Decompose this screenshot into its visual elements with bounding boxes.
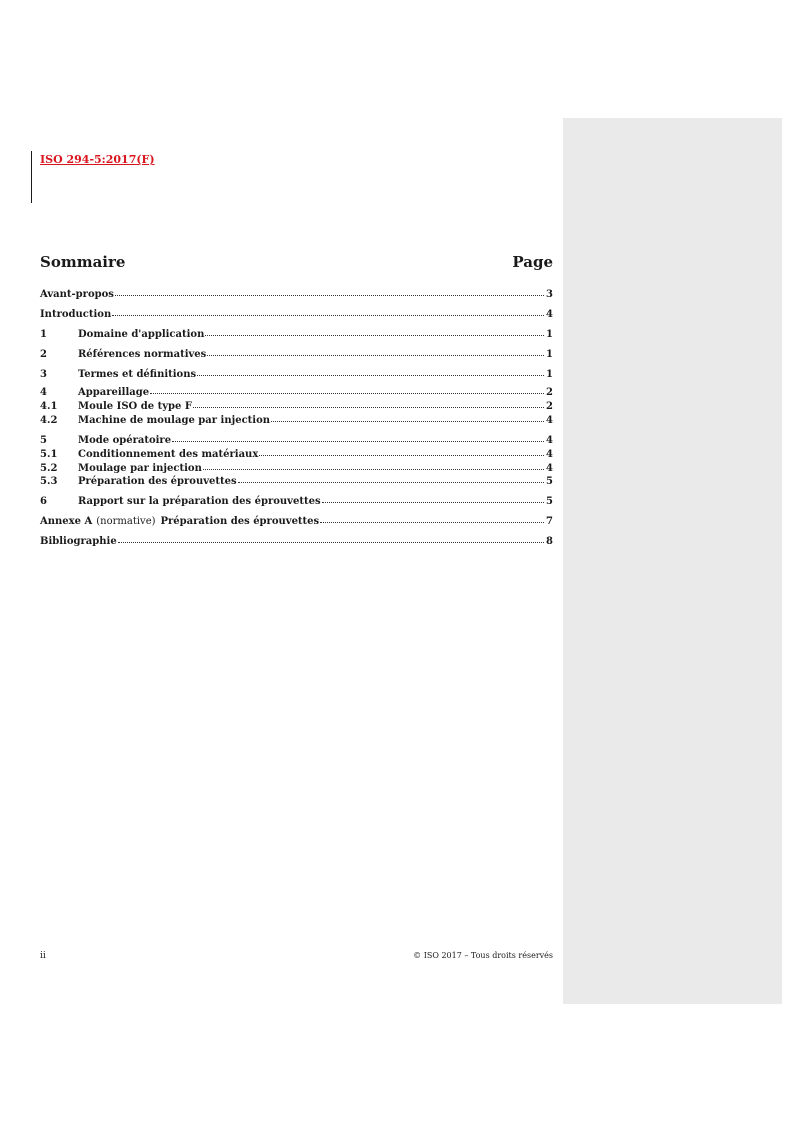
toc-entry-label: Rapport sur la préparation des éprouvettes: [78, 496, 321, 507]
toc-entry-page: 4: [546, 415, 553, 426]
toc-entry-4-1[interactable]: [40, 399, 553, 412]
toc-entry-introduction[interactable]: [40, 307, 553, 320]
toc-entry-page: 4: [546, 463, 553, 474]
toc-entry-page: 4: [546, 309, 553, 320]
toc-entry-number: 4.2: [40, 415, 58, 426]
toc-entry-4-2[interactable]: [40, 413, 553, 426]
toc-entry-label: Mode opératoire: [78, 435, 172, 446]
toc-entry-page: 8: [546, 536, 553, 547]
toc-entry-5-3[interactable]: [40, 474, 553, 487]
toc-leader-dots: [197, 366, 544, 376]
toc-entry-label: Moule ISO de type F: [78, 401, 192, 412]
toc-entry-number: 1: [40, 329, 47, 340]
toc-entry-number: 5.1: [40, 449, 58, 460]
toc-title: Sommaire: [40, 253, 126, 271]
toc-leader-dots: [118, 533, 544, 543]
toc-entry-page: 5: [546, 496, 553, 507]
toc-entry-label: Préparation des éprouvettes: [160, 516, 320, 527]
toc-entry-1[interactable]: [40, 327, 553, 340]
toc-entry-4[interactable]: [40, 385, 553, 398]
comment-pane: [563, 118, 782, 1004]
toc-entry-number: 5.2: [40, 463, 58, 474]
toc-entry-number: 6: [40, 496, 47, 507]
toc-entry-number: 4: [40, 387, 47, 398]
toc-leader-dots: [150, 384, 544, 394]
toc-entry-page: 1: [546, 369, 553, 380]
toc-entry-label: Avant-propos: [40, 289, 114, 300]
toc-entry-number: 4.1: [40, 401, 58, 412]
toc-entry-page: 5: [546, 476, 553, 487]
toc-entry-label: Préparation des éprouvettes: [78, 476, 237, 487]
toc-entry-page: 7: [546, 516, 553, 527]
toc-entry-page: 3: [546, 289, 553, 300]
footer-page-number: ii: [40, 951, 46, 961]
toc-entry-number: 3: [40, 369, 47, 380]
toc-annex-label: Annexe A: [40, 516, 93, 527]
toc-leader-dots: [172, 432, 544, 442]
toc-header: [40, 253, 553, 273]
toc-leader-dots: [112, 306, 544, 316]
toc-entry-annex-a[interactable]: [40, 514, 553, 527]
toc-leader-dots: [271, 412, 544, 422]
toc-entry-number: 5: [40, 435, 47, 446]
toc-entry-2[interactable]: [40, 347, 553, 360]
toc-entry-page: 4: [546, 449, 553, 460]
toc-page-label: Page: [512, 253, 553, 271]
document-id: ISO 294-5:2017(F): [40, 153, 155, 166]
toc-entry-label: Moulage par injection: [78, 463, 202, 474]
toc-entry-5[interactable]: [40, 433, 553, 446]
toc-entry-avant-propos[interactable]: [40, 287, 553, 300]
toc-entry-label: Bibliographie: [40, 536, 117, 547]
toc-leader-dots: [320, 513, 544, 523]
toc-entry-label: Termes et définitions: [78, 369, 197, 380]
toc-leader-dots: [205, 326, 544, 336]
toc-entry-6[interactable]: [40, 494, 553, 507]
toc-entry-5-1[interactable]: [40, 447, 553, 460]
toc-entry-3[interactable]: [40, 367, 553, 380]
toc-entry-label: Machine de moulage par injection: [78, 415, 271, 426]
toc-leader-dots: [238, 473, 544, 483]
toc-entry-label: Domaine d'application: [78, 329, 205, 340]
toc-leader-dots: [207, 346, 544, 356]
toc-entry-page: 2: [546, 401, 553, 412]
toc-entry-label: Références normatives: [78, 349, 207, 360]
toc-entry-label: Appareillage: [78, 387, 150, 398]
toc-entry-number: 2: [40, 349, 47, 360]
toc-leader-dots: [203, 460, 544, 470]
toc-annex-type: (normative): [96, 516, 156, 527]
toc-entry-label: Conditionnement des matériaux: [78, 449, 259, 460]
toc-leader-dots: [259, 446, 544, 456]
toc-entry-label: Introduction: [40, 309, 112, 320]
toc-leader-dots: [115, 286, 544, 296]
toc-entry-page: 1: [546, 329, 553, 340]
toc-leader-dots: [322, 493, 544, 503]
footer-copyright: © ISO 2017 – Tous droits réservés: [413, 951, 553, 960]
toc-entry-page: 4: [546, 435, 553, 446]
toc-entry-bibliographie[interactable]: [40, 534, 553, 547]
toc-entry-page: 1: [546, 349, 553, 360]
toc-leader-dots: [193, 398, 544, 408]
change-bar: [31, 151, 32, 203]
toc-entry-number: 5.3: [40, 476, 58, 487]
toc-entry-page: 2: [546, 387, 553, 398]
